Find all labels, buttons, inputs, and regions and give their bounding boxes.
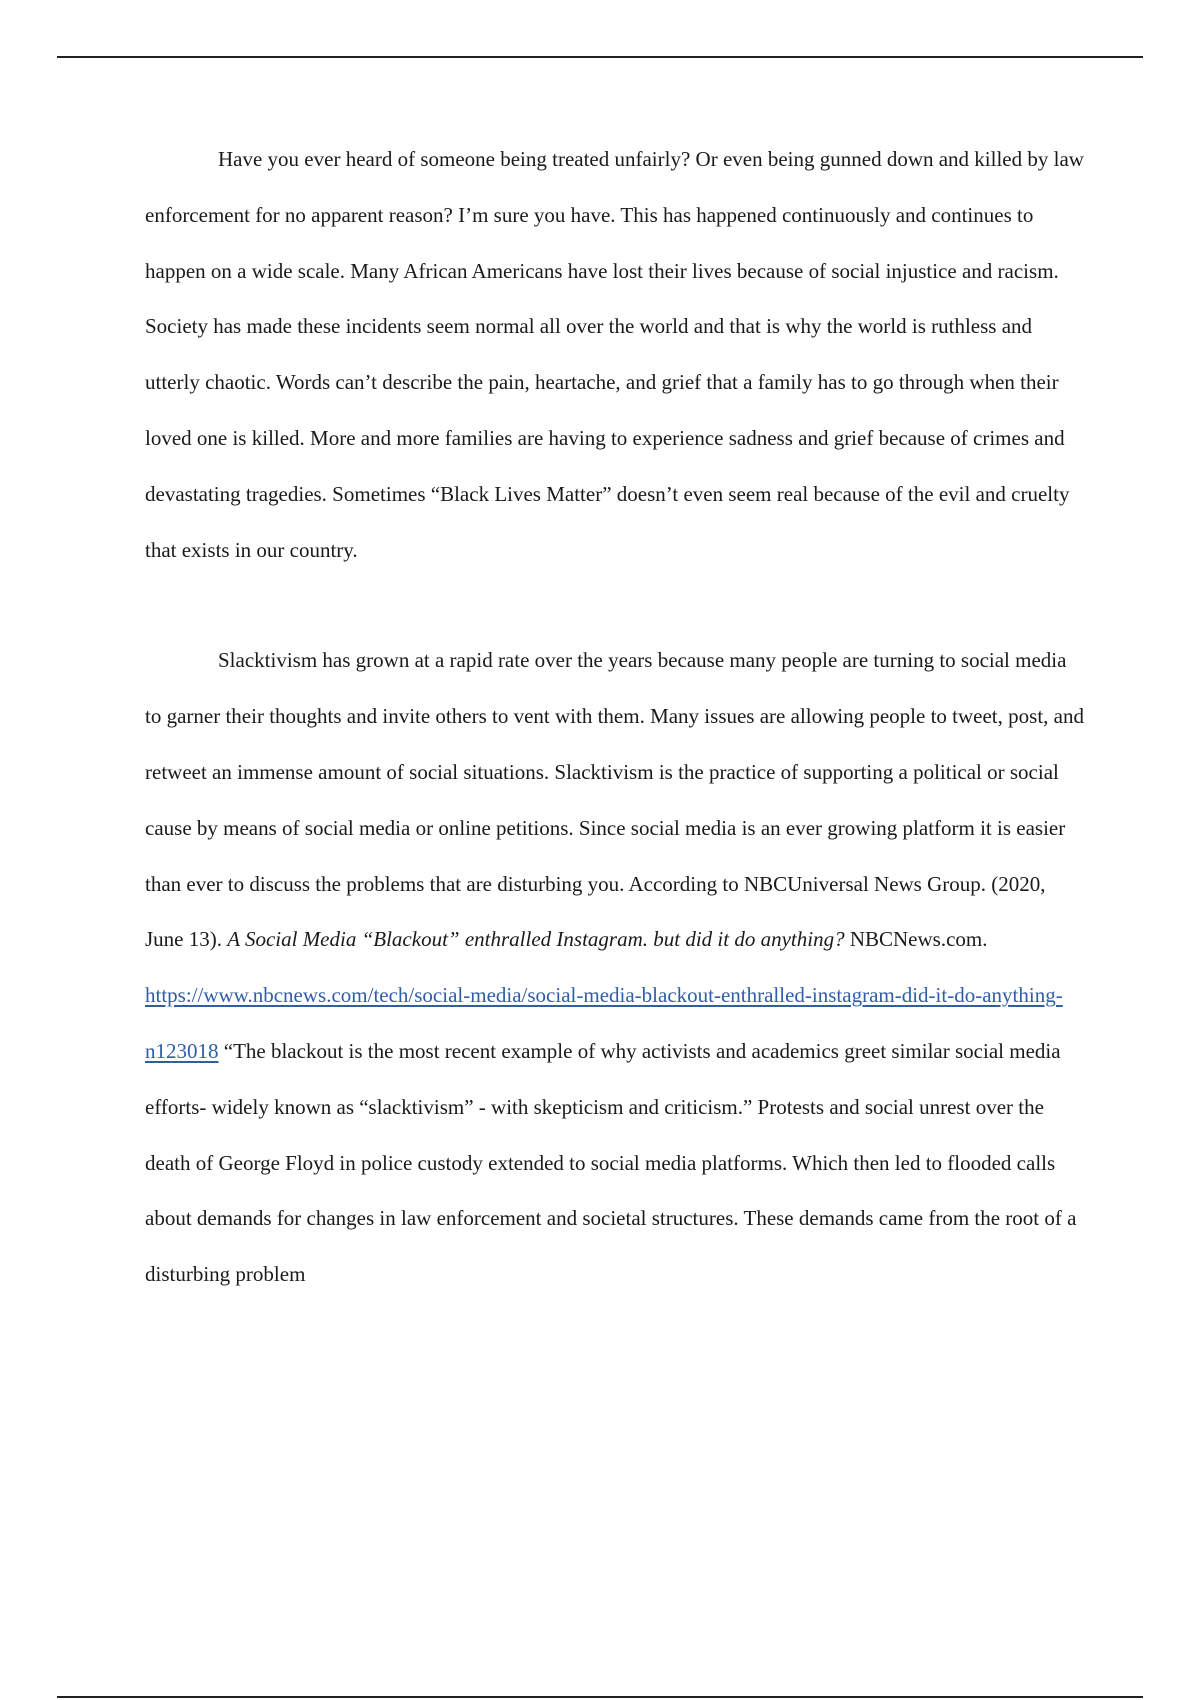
- paragraph-slacktivism: [145, 633, 1085, 1303]
- paragraph-social-injustice: Have you ever heard of someone being treated unfairly? Or even being gunned down and killed by law enforcement for no apparent reason? I’m sure you have. This has happened continuously and continues to happen on a wide scale. Many African Americans have lost their lives because of social injustice and racism. Society has made these incidents seem normal all over the world and that is why the world is ruthless and utterly chaotic. Words can’t describe the pain, heartache, and grief that a family has to go through when their loved one is killed. More and more families are having to experience sadness and grief because of crimes and devastating tragedies. Sometimes “Black Lives Matter” doesn’t even seem real because of the evil and cruelty that exists in our country.: [145, 147, 1084, 562]
- footer-rule: [57, 1696, 1143, 1698]
- citation-link[interactable]: https://www.nbcnews.com/tech/social-media/social-media-blackout-enthralled-instagram-did-it-do-anything-n123018: [145, 983, 1063, 1063]
- citation-title: A Social Media “Blackout” enthralled Instagram. but did it do anything?: [227, 927, 845, 952]
- paragraph-slacktivism-rest: “The blackout is the most recent example of why activists and academics greet similar social media efforts- widely known as “slacktivism” - with skepticism and criticism.” Protests and social unrest over the death of George Floyd in police custody extended to social media platforms. Which then led to flooded calls about demands for changes in law enforcement and societal structures. These demands came from the root of a disturbing problem: [145, 1038, 1077, 1287]
- document-body: [145, 132, 1085, 1303]
- paragraph-slacktivism-intro: Slacktivism has grown at a rapid rate over the years because many people are turning to social media to garner their thoughts and invite others to vent with them. Many issues are allowing people to tweet, post, and retweet an immense amount of social situations. Slacktivism is the practice of supporting a political or social cause by means of social media or online petitions. Since social media is an ever growing platform it is easier than ever to discuss the problems that are disturbing you. According to NBCUniversal News Group. (2020, June 13).: [145, 648, 1084, 952]
- header-rule: [57, 56, 1143, 58]
- citation-source: NBCNews.com.: [844, 927, 988, 952]
